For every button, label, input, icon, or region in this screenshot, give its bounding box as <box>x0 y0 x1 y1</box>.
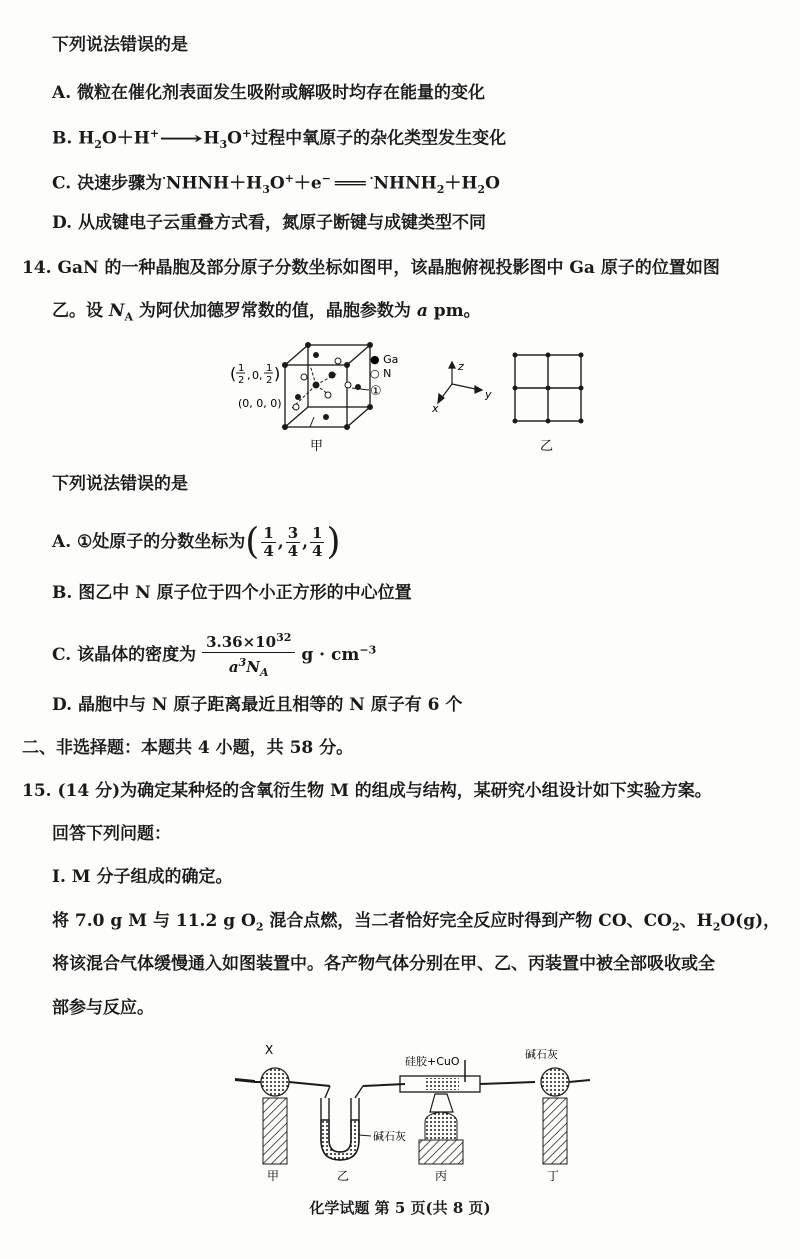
coord-num1: 1 <box>238 363 245 374</box>
coord-close-paren: ) <box>274 364 281 383</box>
apparatus-diagram <box>225 1040 605 1185</box>
coord-open-paren: ( <box>230 364 237 383</box>
q15-para-line3: 部参与反应。 <box>52 998 154 1018</box>
axis-y-label: y <box>485 388 492 401</box>
page-footer: 化学试题 第 5 页(共 8 页) <box>309 1199 491 1217</box>
q14-option-a: A. ①处原子的分数坐标为( $\frac{1}{4}$ , $\frac{3}{4}$ , $\frac{1}{4}$ ) <box>52 521 341 563</box>
q14-option-b: B. 图乙中 N 原子位于四个小正方形的中心位置 <box>52 583 412 603</box>
q15-part-1: Ⅰ. M 分子组成的确定。 <box>52 867 233 887</box>
legend-ga: ● Ga <box>370 353 399 366</box>
q15-para-line1: 将 7.0 g M 与 11.2 g $O_2$ 混合点燃，当二者恰好完全反应时得到产物 CO、$CO_2$、$H_2O(g)$， <box>52 911 781 934</box>
n-atoms <box>293 358 351 410</box>
coord-num2: 1 <box>266 363 273 374</box>
device-bing <box>400 1060 535 1164</box>
label-yi-app: 乙 <box>337 1169 350 1183</box>
marker-1: ① <box>370 384 382 399</box>
coord-den2: 2 <box>266 375 273 386</box>
coord-comma2: , <box>259 369 263 382</box>
q13-prompt: 下列说法错误的是 <box>52 35 188 55</box>
label-silica-cuo: 硅胶+CuO <box>405 1055 460 1068</box>
device-ding <box>541 1068 590 1164</box>
q14-option-d: D. 晶胞中与 N 原子距离最近且相等的 N 原子有 6 个 <box>52 695 463 715</box>
q13-option-d: D. 从成键电子云重叠方式看，氮原子断键与成键类型不同 <box>52 213 486 233</box>
q14-stem-line1: 14. GaN 的一种晶胞及部分原子分数坐标如图甲，该晶胞俯视投影图中 Ga 原子的位置如图 <box>22 258 720 278</box>
axes-figure <box>430 360 500 415</box>
q13-option-b: B. $H_2O+H^+⟶H_3O^+$过程中氧原子的杂化类型发生变化 <box>52 127 507 152</box>
label-x: X <box>265 1043 274 1057</box>
label-soda-lime-u: 碱石灰 <box>373 1130 406 1143</box>
q14-option-c: C. 该晶体的密度为 $\frac{3.36\times 10^{32}}{a^3N_A}$ $g \cdot cm^{-3}$ <box>52 628 376 683</box>
q13-option-a: A. 微粒在催化剂表面发生吸附或解吸时均存在能量的变化 <box>52 83 486 103</box>
axis-z-label: z <box>458 360 464 373</box>
label-soda-lime-top: 碱石灰 <box>525 1048 558 1061</box>
label-bing-app: 丙 <box>435 1169 448 1183</box>
label-yi: 乙 <box>540 439 554 454</box>
device-yi <box>321 1084 405 1160</box>
projection-figure <box>510 350 590 455</box>
section-2-heading: 二、非选择题：本题共 4 小题，共 58 分。 <box>22 738 354 758</box>
origin-label: (0, 0, 0) <box>238 397 282 410</box>
label-ding-app: 丁 <box>547 1169 560 1183</box>
q14-prompt: 下列说法错误的是 <box>52 474 188 494</box>
device-jia <box>235 1068 330 1164</box>
q14-stem-line2: 乙。设 $N_A$ 为阿伏加德罗常数的值，晶胞参数为 a pm。 <box>52 301 481 324</box>
q13-option-c: C. 决速步骤为$^\cdot NHNH+H_3O^++e^-$ ═══ $^\cdot NHNH_2+H_2O$ <box>52 172 500 197</box>
label-jia-app: 甲 <box>267 1169 280 1183</box>
q15-stem: 15. (14 分)为确定某种烃的含氧衍生物 M 的组成与结构，某研究小组设计如下实验方案。 <box>22 781 712 801</box>
coord-zero: 0 <box>252 369 259 382</box>
legend-n: ○ N <box>370 367 392 380</box>
q15-para-line2: 将该混合气体缓慢通入如图装置中。各产物气体分别在甲、乙、丙装置中被全部吸收或全 <box>52 954 715 974</box>
q15-answer-prompt: 回答下列问题： <box>52 824 171 844</box>
coord-den1: 2 <box>238 375 245 386</box>
unit-cell-figure <box>220 335 410 460</box>
coord-comma1: , <box>247 369 251 382</box>
label-jia: 甲 <box>310 439 324 454</box>
axis-x-label: x <box>432 402 439 415</box>
